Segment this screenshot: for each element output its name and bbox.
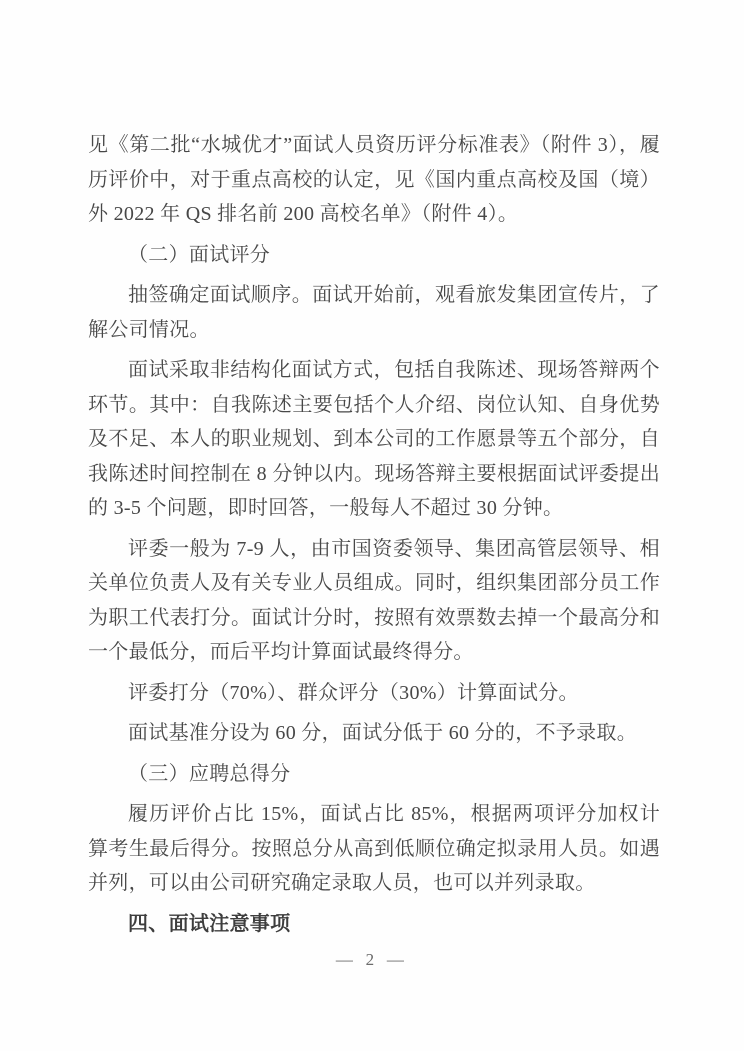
document-body	[88, 128, 660, 941]
paragraph-continuation: 见《第二批“水城优才”面试人员资历评分标准表》（附件 3），履历评价中，对于重点高校的认定，见《国内重点高校及国（境）外 2022 年 QS 排名前 200 高校名单》（附件 4）。	[88, 134, 660, 225]
section-heading-interview-notes: 四、面试注意事项	[128, 912, 291, 935]
paragraph: 面试采取非结构化面试方式，包括自我陈述、现场答辩两个环节。其中：自我陈述主要包括个人介绍、岗位认知、自身优势及不足、本人的职业规划、到本公司的工作愿景等五个部分，自我陈述时间控制在 8 分钟以内。现场答辩主要根据面试评委提出的 3-5 个问题，即时回答，一般每人不超过 30 分钟。	[88, 359, 660, 519]
paragraph: 评委打分（70%）、群众评分（30%）计算面试分。	[128, 681, 579, 704]
paragraph: 履历评价占比 15%，面试占比 85%，根据两项评分加权计算考生最后得分。按照总分从高到低顺位确定拟录用人员。如遇并列，可以由公司研究确定录取人员，也可以并列录取。	[88, 803, 660, 894]
paragraph: 评委一般为 7-9 人，由市国资委领导、集团高管层领导、相关单位负责人及有关专业人员组成。同时，组织集团部分员工作为职工代表打分。面试计分时，按照有效票数去掉一个最高分和一个最低分，而后平均计算面试最终得分。	[88, 537, 660, 663]
subsection-heading-interview-scoring: （二）面试评分	[128, 243, 271, 266]
paragraph: 面试基准分设为 60 分，面试分低于 60 分的，不予录取。	[128, 722, 637, 744]
paragraph: 抽签确定面试顺序。面试开始前，观看旅发集团宣传片，了解公司情况。	[88, 284, 660, 341]
subsection-heading-total-score: （三）应聘总得分	[128, 762, 291, 785]
page-number: — 2 —	[335, 950, 409, 969]
